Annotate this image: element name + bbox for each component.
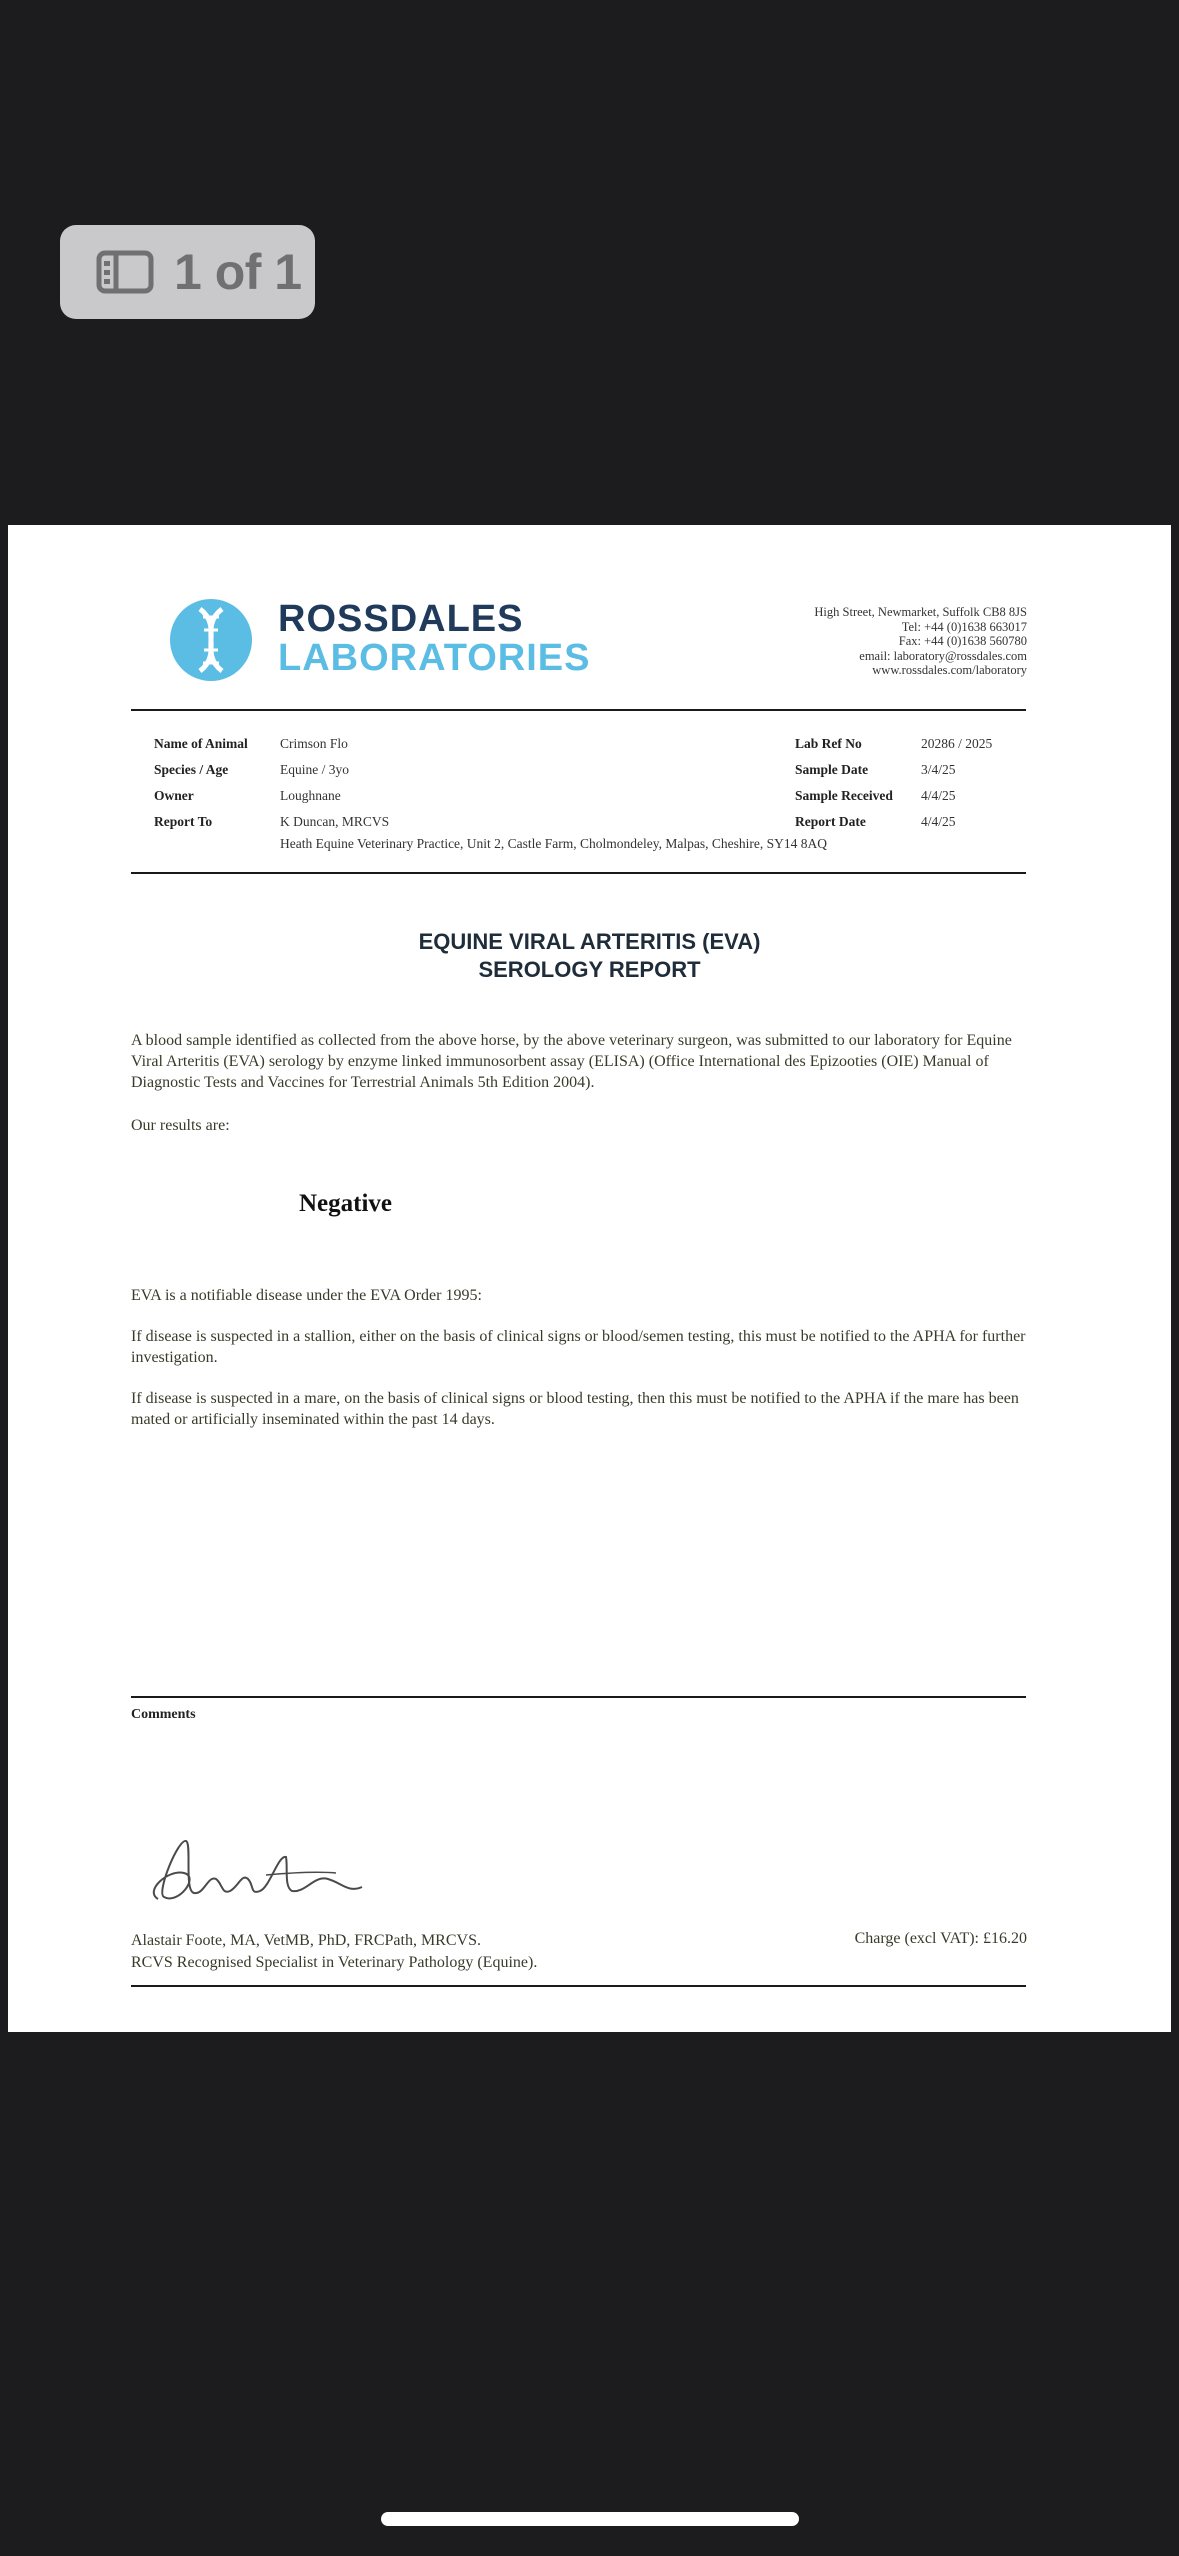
notifiable-note: EVA is a notifiable disease under the EVA Order 1995: [131,1287,482,1304]
report-title [8,928,1171,984]
page-count-label: 1 of 1 [174,244,302,300]
sample-date-value: 3/4/25 [921,762,956,777]
home-indicator[interactable] [381,2512,799,2526]
report-title-line2: SEROLOGY REPORT [478,957,701,982]
report-date-value: 4/4/25 [921,814,956,829]
logo-line-laboratories: LABORATORIES [278,637,591,679]
report-to-address: Heath Equine Veterinary Practice, Unit 2, Castle Farm, Cholmondeley, Malpas, Cheshire, SY14 8AQ [280,836,828,851]
divider [131,872,1026,874]
lab-address [814,605,1027,678]
name-of-animal-label: Name of Animal [154,736,248,751]
species-age-value: Equine / 3yo [280,762,349,777]
results-intro: Our results are: [131,1117,230,1134]
report-date-label: Report Date [795,814,866,829]
sample-received-value: 4/4/25 [921,788,956,803]
mare-note: If disease is suspected in a mare, on the basis of clinical signs or blood testing, then this must be notified to the APHA if the mare has been mated or artificially inseminated within the past 14 days. [131,1390,1019,1428]
divider [131,1696,1026,1698]
page-indicator[interactable] [60,225,315,319]
signatory-line2: RCVS Recognised Specialist in Veterinary Pathology (Equine). [131,1954,538,1971]
species-age-label: Species / Age [154,762,229,777]
lab-ref-label: Lab Ref No [795,736,862,751]
report-to-value: K Duncan, MRCVS [280,814,390,829]
address-line: www.rossdales.com/laboratory [872,663,1027,677]
intro-paragraph: A blood sample identified as collected from the above horse, by the above veterinary surgeon, was submitted to our laboratory for Equine Viral Arteritis (EVA) serology by enzyme linked immunosorbent assay (ELISA) (Office International des Epizooties (OIE) Manual of Diagnostic Tests and Vaccines for Terrestrial Animals 5th Edition 2004). [131,1032,1012,1091]
document-page [8,525,1171,2032]
divider [131,709,1026,711]
signatory-line1: Alastair Foote, MA, VetMB, PhD, FRCPath, MRCVS. [131,1932,481,1949]
sample-received-label: Sample Received [795,788,893,803]
address-line: High Street, Newmarket, Suffolk CB8 8JS [814,605,1027,619]
owner-label: Owner [154,788,194,803]
owner-value: Loughnane [280,788,341,803]
divider [131,1985,1026,1987]
address-line: Fax: +44 (0)1638 560780 [898,634,1027,648]
address-line: Tel: +44 (0)1638 663017 [901,619,1027,634]
logo-line-rossdales: ROSSDALES [278,598,524,640]
lab-ref-value: 20286 / 2025 [921,736,993,751]
sidebar-icon [96,250,154,294]
report-to-label: Report To [154,814,213,829]
sample-date-label: Sample Date [795,762,869,777]
charge-label: Charge (excl VAT): £16.20 [854,1930,1027,1947]
report-title-line1: EQUINE VIRAL ARTERITIS (EVA) [418,929,761,954]
comments-label: Comments [131,1707,196,1722]
signature [138,1835,368,1915]
result-value: Negative [299,1190,393,1217]
dna-helix-icon [166,595,256,685]
address-line: email: laboratory@rossdales.com [859,648,1027,663]
name-of-animal-value: Crimson Flo [280,736,348,751]
stallion-note: If disease is suspected in a stallion, either on the basis of clinical signs or blood/semen testing, this must be notified to the APHA for further investigation. [131,1328,1026,1366]
